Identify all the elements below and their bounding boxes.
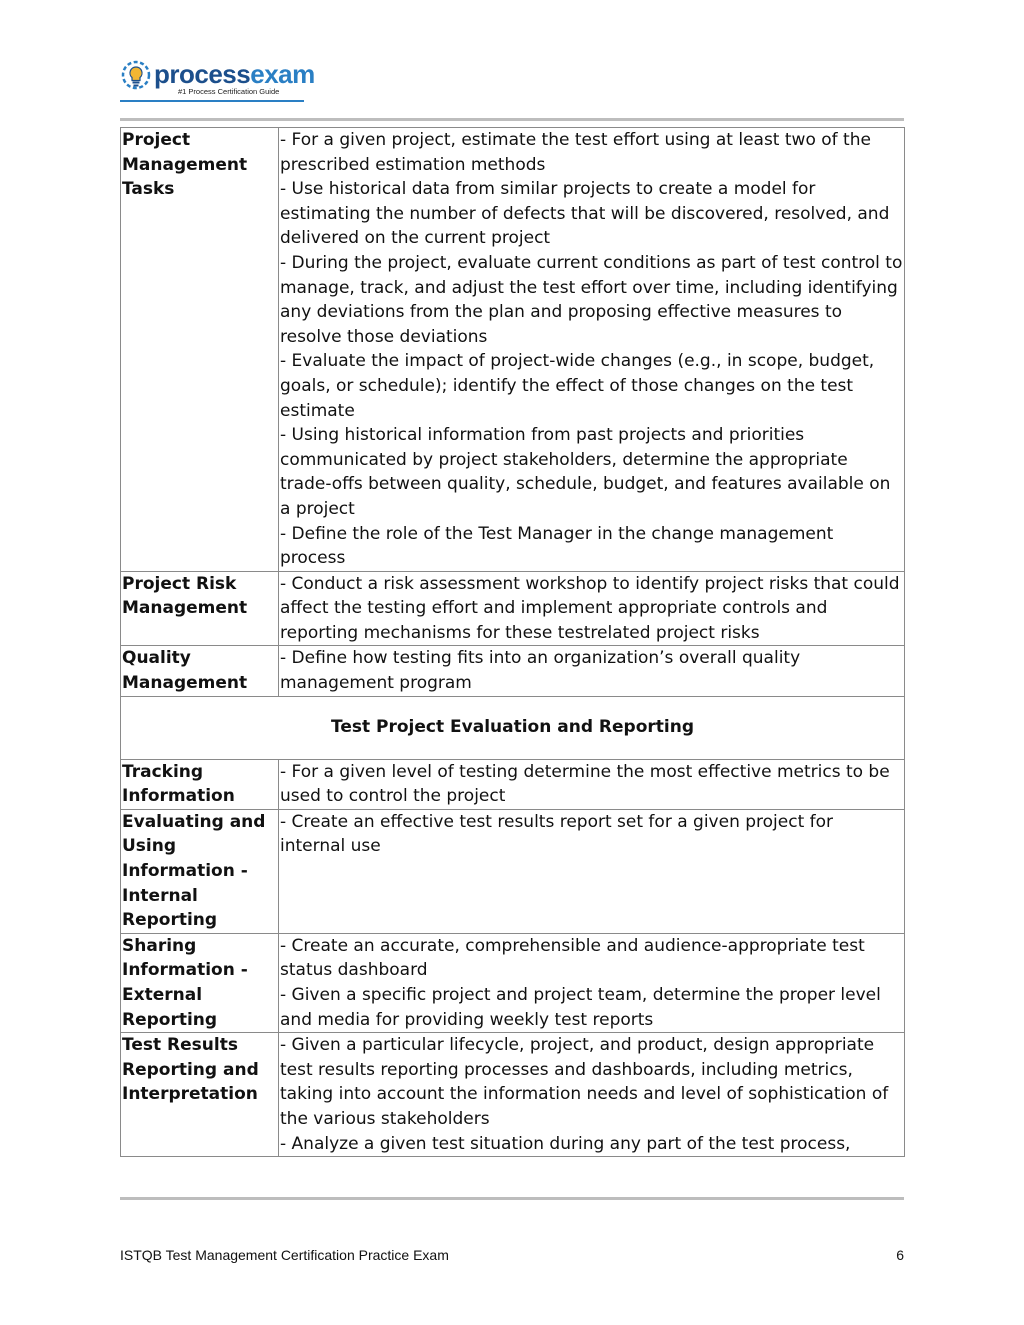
topic-cell: Evaluating and Using Information - Internal Reporting xyxy=(121,809,279,933)
objectives-cell xyxy=(279,571,905,646)
objective-item: - For a given level of testing determine the most effective metrics to be used to control the project xyxy=(280,761,890,807)
table-row xyxy=(121,809,905,933)
logo-wordmark: processexam xyxy=(154,59,315,89)
objective-item: - During the project, evaluate current conditions as part of test control to manage, track, and adjust the test effort over time, including identifying any deviations from the plan and proposing effective measures to resolve those deviations xyxy=(280,252,903,347)
table-row xyxy=(121,571,905,646)
objective-item: - Conduct a risk assessment workshop to identify project risks that could affect the testing effort and implement appropriate controls and reporting mechanisms for these testrelated project risks xyxy=(280,573,900,643)
table-row xyxy=(121,646,905,696)
objectives-cell xyxy=(279,646,905,696)
objective-item: - Create an effective test results report set for a given project for internal use xyxy=(280,811,834,857)
objective-item: - For a given project, estimate the test effort using at least two of the prescribed estimation methods xyxy=(280,130,871,175)
section-title: Test Project Evaluation and Reporting xyxy=(121,696,905,759)
objective-item: - Define how testing fits into an organization’s overall quality management program xyxy=(280,648,801,694)
topic-cell: Test Results Reporting and Interpretation xyxy=(121,1033,279,1157)
table-row xyxy=(121,128,905,572)
objective-item: - Evaluate the impact of project-wide changes (e.g., in scope, budget, goals, or schedule); identify the effect of those changes on the test estimate xyxy=(280,351,875,421)
objective-item: - Using historical information from past projects and priorities communicated by project stakeholders, determine the appropriate trade-offs between quality, schedule, budget, and features available on a project xyxy=(280,425,891,519)
objective-item: - Define the role of the Test Manager in the change management process xyxy=(280,523,834,569)
objectives-cell xyxy=(279,128,905,572)
footer-title: ISTQB Test Management Certification Practice Exam xyxy=(120,1247,449,1263)
objective-item: - Create an accurate, comprehensible and audience-appropriate test status dashboard xyxy=(280,935,865,981)
objectives-cell xyxy=(279,1033,905,1157)
logo-underline xyxy=(120,100,304,102)
header-rule xyxy=(120,118,904,121)
topic-cell: Project Management Tasks xyxy=(121,128,279,572)
topic-cell: Tracking Information xyxy=(121,759,279,809)
topic-cell: Project Risk Management xyxy=(121,571,279,646)
objectives-cell xyxy=(279,809,905,933)
objective-item: - Use historical data from similar projects to create a model for estimating the number of defects that will be discovered, resolved, and delivered on the current project xyxy=(280,179,890,249)
processexam-logo xyxy=(120,58,315,104)
page-number: 6 xyxy=(896,1247,904,1263)
topic-cell: Sharing Information - External Reporting xyxy=(121,933,279,1032)
objective-item: - Analyze a given test situation during any part of the test process, xyxy=(280,1133,851,1154)
syllabus-table xyxy=(120,127,905,1157)
section-row xyxy=(121,696,905,759)
logo-tagline: #1 Process Certification Guide xyxy=(178,87,280,96)
footer-rule xyxy=(120,1197,904,1200)
table-row xyxy=(121,933,905,1032)
objective-item: - Given a particular lifecycle, project, and product, design appropriate test results reporting processes and dashboards, including metrics, taking into account the information needs and level of sophistication of the various stakeholders xyxy=(280,1035,889,1129)
objective-item: - Given a specific project and project team, determine the proper level and media for providing weekly test reports xyxy=(280,985,881,1030)
lightbulb-gear-icon xyxy=(120,60,152,94)
table-row xyxy=(121,759,905,809)
objectives-cell xyxy=(279,933,905,1032)
objectives-cell xyxy=(279,759,905,809)
table-row xyxy=(121,1033,905,1157)
topic-cell: Quality Management xyxy=(121,646,279,696)
